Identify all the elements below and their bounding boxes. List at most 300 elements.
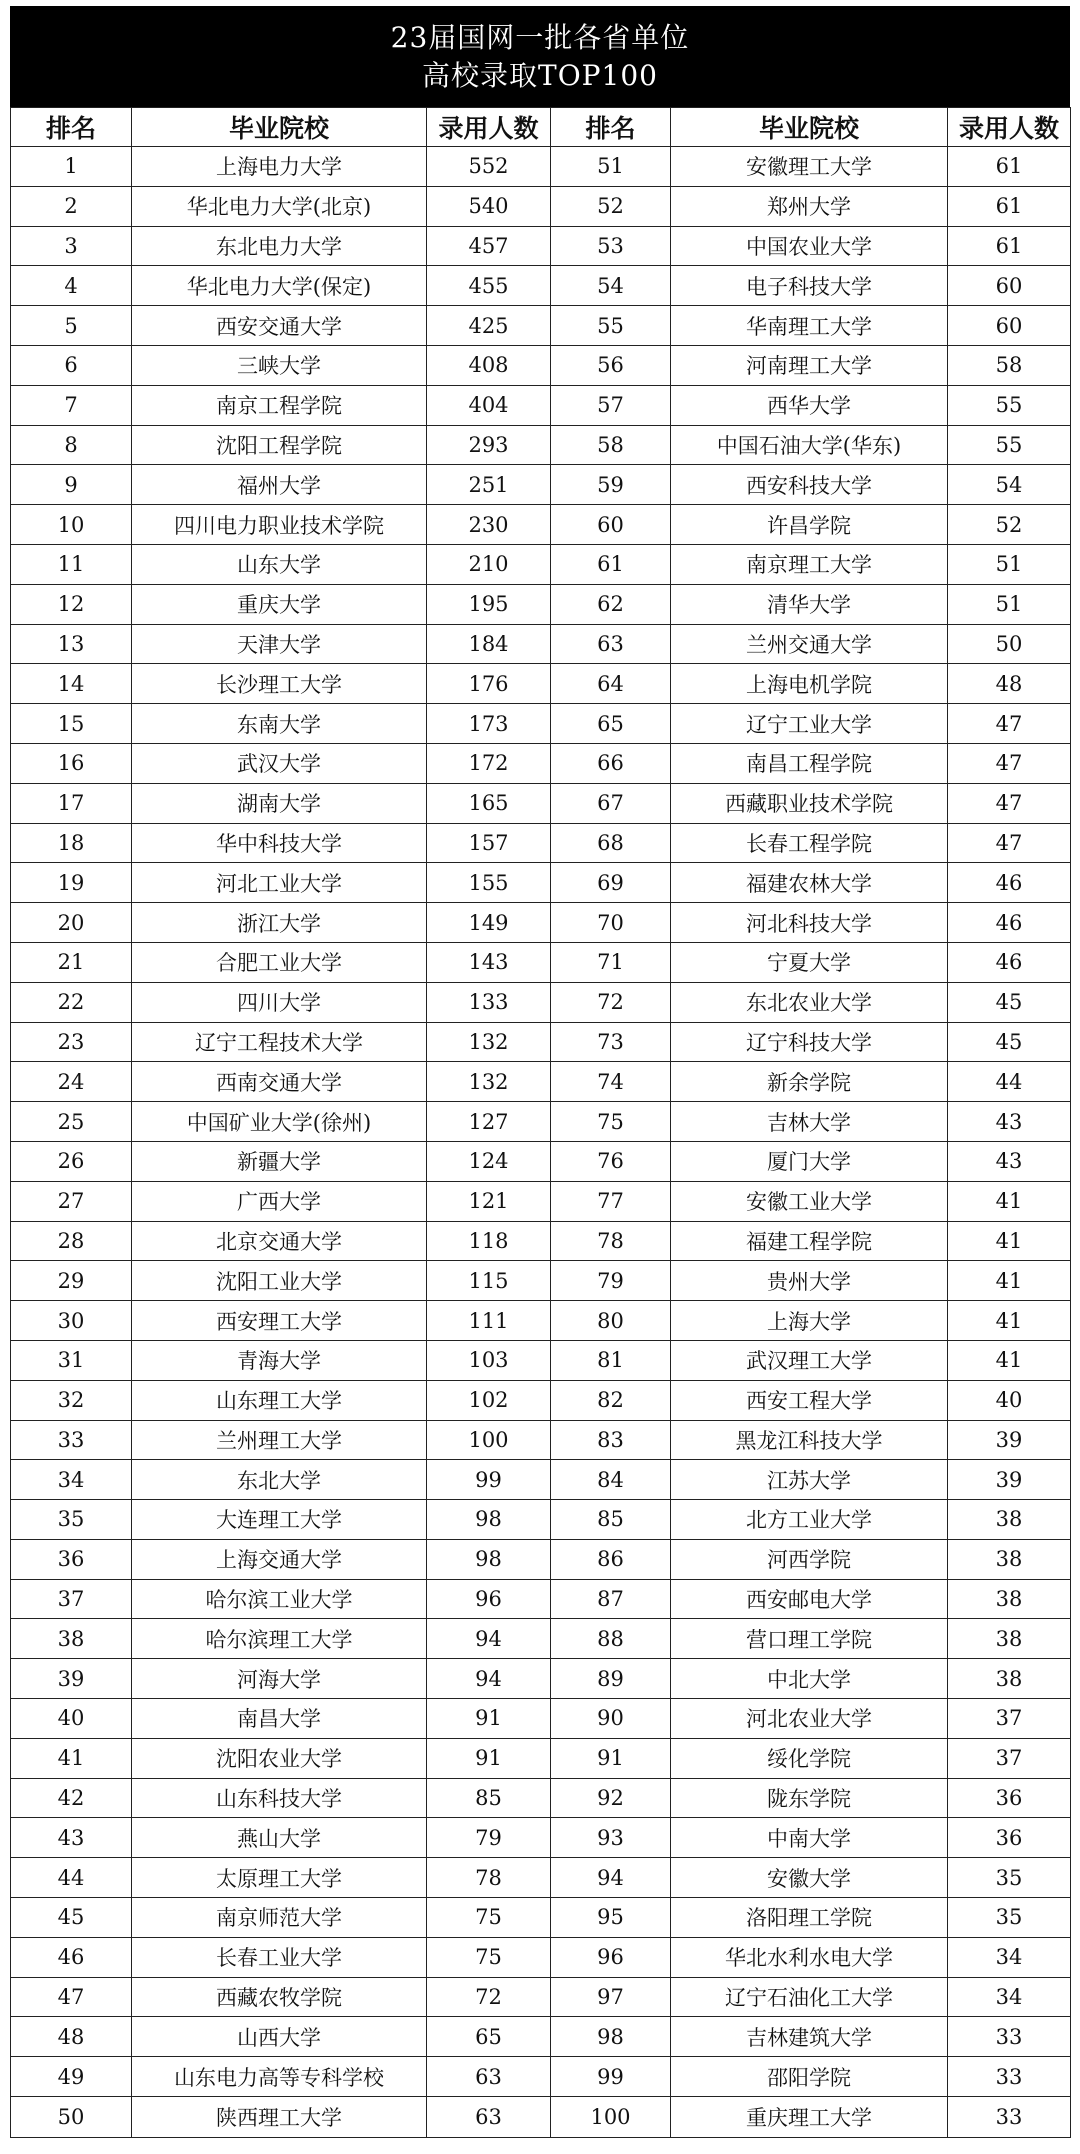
count-cell: 35 (948, 1898, 1071, 1938)
school-cell: 山东电力高等专科学校 (132, 2057, 427, 2097)
school-cell: 兰州交通大学 (671, 624, 948, 664)
school-cell: 华北水利水电大学 (671, 1937, 948, 1977)
count-cell: 46 (948, 863, 1071, 903)
count-cell: 61 (948, 186, 1071, 226)
table-row (11, 1420, 1071, 1460)
table-row (11, 385, 1071, 425)
count-cell: 34 (948, 1977, 1071, 2017)
rank-cell: 62 (551, 584, 671, 624)
rank-cell: 42 (11, 1778, 132, 1818)
school-cell: 邵阳学院 (671, 2057, 948, 2097)
count-cell: 408 (427, 345, 551, 385)
table-row (11, 266, 1071, 306)
school-cell: 吉林建筑大学 (671, 2017, 948, 2057)
col-header-count-left: 录用人数 (427, 108, 551, 147)
count-cell: 37 (948, 1738, 1071, 1778)
count-cell: 51 (948, 544, 1071, 584)
rank-cell: 58 (551, 425, 671, 465)
school-cell: 西安科技大学 (671, 465, 948, 505)
school-cell: 陇东学院 (671, 1778, 948, 1818)
count-cell: 39 (948, 1420, 1071, 1460)
table-row (11, 2017, 1071, 2057)
rank-cell: 56 (551, 345, 671, 385)
rank-cell: 93 (551, 1818, 671, 1858)
table-row (11, 147, 1071, 187)
count-cell: 132 (427, 1062, 551, 1102)
school-cell: 东北农业大学 (671, 982, 948, 1022)
school-cell: 中南大学 (671, 1818, 948, 1858)
count-cell: 36 (948, 1818, 1071, 1858)
rank-cell: 1 (11, 147, 132, 187)
rank-cell: 21 (11, 942, 132, 982)
school-cell: 广西大学 (132, 1181, 427, 1221)
school-cell: 长沙理工大学 (132, 664, 427, 704)
rank-cell: 36 (11, 1539, 132, 1579)
school-cell: 北方工业大学 (671, 1500, 948, 1540)
rank-cell: 52 (551, 186, 671, 226)
count-cell: 118 (427, 1221, 551, 1261)
rank-cell: 57 (551, 385, 671, 425)
count-cell: 65 (427, 2017, 551, 2057)
count-cell: 41 (948, 1181, 1071, 1221)
count-cell: 37 (948, 1699, 1071, 1739)
rank-cell: 7 (11, 385, 132, 425)
count-cell: 75 (427, 1898, 551, 1938)
rank-cell: 38 (11, 1619, 132, 1659)
count-cell: 176 (427, 664, 551, 704)
table-row (11, 2097, 1071, 2138)
count-cell: 425 (427, 306, 551, 346)
school-cell: 西安交通大学 (132, 306, 427, 346)
count-cell: 45 (948, 982, 1071, 1022)
rank-cell: 73 (551, 1022, 671, 1062)
count-cell: 552 (427, 147, 551, 187)
rank-cell: 61 (551, 544, 671, 584)
count-cell: 33 (948, 2097, 1071, 2138)
table-row (11, 942, 1071, 982)
count-cell: 132 (427, 1022, 551, 1062)
rank-cell: 23 (11, 1022, 132, 1062)
table-row (11, 1778, 1071, 1818)
count-cell: 47 (948, 704, 1071, 744)
table-row (11, 743, 1071, 783)
count-cell: 43 (948, 1141, 1071, 1181)
count-cell: 51 (948, 584, 1071, 624)
rank-cell: 44 (11, 1858, 132, 1898)
rank-cell: 17 (11, 783, 132, 823)
rank-cell: 5 (11, 306, 132, 346)
rank-cell: 66 (551, 743, 671, 783)
count-cell: 103 (427, 1340, 551, 1380)
rank-cell: 14 (11, 664, 132, 704)
table-row (11, 1221, 1071, 1261)
rank-cell: 46 (11, 1937, 132, 1977)
rank-cell: 45 (11, 1898, 132, 1938)
rank-cell: 70 (551, 903, 671, 943)
rank-cell: 27 (11, 1181, 132, 1221)
rank-cell: 12 (11, 584, 132, 624)
count-cell: 98 (427, 1500, 551, 1540)
table-row (11, 1659, 1071, 1699)
rank-cell: 18 (11, 823, 132, 863)
rank-cell: 51 (551, 147, 671, 187)
school-cell: 河南理工大学 (671, 345, 948, 385)
title-banner (10, 6, 1070, 107)
school-cell: 营口理工学院 (671, 1619, 948, 1659)
school-cell: 青海大学 (132, 1340, 427, 1380)
school-cell: 华北电力大学(北京) (132, 186, 427, 226)
rank-cell: 99 (551, 2057, 671, 2097)
count-cell: 47 (948, 783, 1071, 823)
school-cell: 许昌学院 (671, 505, 948, 545)
table-row (11, 624, 1071, 664)
school-cell: 上海交通大学 (132, 1539, 427, 1579)
table-row (11, 1261, 1071, 1301)
rank-cell: 11 (11, 544, 132, 584)
count-cell: 58 (948, 345, 1071, 385)
school-cell: 绥化学院 (671, 1738, 948, 1778)
rank-cell: 48 (11, 2017, 132, 2057)
count-cell: 79 (427, 1818, 551, 1858)
count-cell: 39 (948, 1460, 1071, 1500)
school-cell: 河海大学 (132, 1659, 427, 1699)
count-cell: 124 (427, 1141, 551, 1181)
school-cell: 山西大学 (132, 2017, 427, 2057)
count-cell: 47 (948, 823, 1071, 863)
school-cell: 武汉理工大学 (671, 1340, 948, 1380)
school-cell: 沈阳工业大学 (132, 1261, 427, 1301)
rank-cell: 22 (11, 982, 132, 1022)
col-header-rank-right: 排名 (551, 108, 671, 147)
count-cell: 195 (427, 584, 551, 624)
rank-cell: 3 (11, 226, 132, 266)
school-cell: 河北农业大学 (671, 1699, 948, 1739)
school-cell: 辽宁科技大学 (671, 1022, 948, 1062)
count-cell: 41 (948, 1261, 1071, 1301)
count-cell: 41 (948, 1301, 1071, 1341)
count-cell: 47 (948, 743, 1071, 783)
count-cell: 455 (427, 266, 551, 306)
rank-cell: 41 (11, 1738, 132, 1778)
count-cell: 38 (948, 1579, 1071, 1619)
table-row (11, 1579, 1071, 1619)
ranking-table (10, 107, 1071, 2138)
count-cell: 38 (948, 1659, 1071, 1699)
count-cell: 102 (427, 1380, 551, 1420)
count-cell: 94 (427, 1659, 551, 1699)
count-cell: 293 (427, 425, 551, 465)
school-cell: 中北大学 (671, 1659, 948, 1699)
count-cell: 75 (427, 1937, 551, 1977)
rank-cell: 67 (551, 783, 671, 823)
count-cell: 48 (948, 664, 1071, 704)
rank-cell: 74 (551, 1062, 671, 1102)
school-cell: 西安邮电大学 (671, 1579, 948, 1619)
title-line-1: 23届国网一批各省单位 (390, 20, 690, 54)
table-row (11, 903, 1071, 943)
school-cell: 南京理工大学 (671, 544, 948, 584)
school-cell: 武汉大学 (132, 743, 427, 783)
school-cell: 西藏农牧学院 (132, 1977, 427, 2017)
rank-cell: 60 (551, 505, 671, 545)
rank-cell: 53 (551, 226, 671, 266)
school-cell: 合肥工业大学 (132, 942, 427, 982)
table-row (11, 783, 1071, 823)
table-row (11, 1619, 1071, 1659)
count-cell: 94 (427, 1619, 551, 1659)
count-cell: 60 (948, 266, 1071, 306)
table-row (11, 465, 1071, 505)
table-row (11, 1858, 1071, 1898)
rank-cell: 87 (551, 1579, 671, 1619)
count-cell: 63 (427, 2057, 551, 2097)
rank-cell: 49 (11, 2057, 132, 2097)
count-cell: 149 (427, 903, 551, 943)
count-cell: 35 (948, 1858, 1071, 1898)
school-cell: 燕山大学 (132, 1818, 427, 1858)
rank-cell: 40 (11, 1699, 132, 1739)
count-cell: 99 (427, 1460, 551, 1500)
school-cell: 东南大学 (132, 704, 427, 744)
school-cell: 河北科技大学 (671, 903, 948, 943)
count-cell: 96 (427, 1579, 551, 1619)
rank-cell: 98 (551, 2017, 671, 2057)
school-cell: 西藏职业技术学院 (671, 783, 948, 823)
count-cell: 36 (948, 1778, 1071, 1818)
rank-cell: 8 (11, 425, 132, 465)
count-cell: 61 (948, 226, 1071, 266)
rank-cell: 65 (551, 704, 671, 744)
count-cell: 40 (948, 1380, 1071, 1420)
table-row (11, 1062, 1071, 1102)
table-row (11, 1898, 1071, 1938)
rank-cell: 89 (551, 1659, 671, 1699)
table-row (11, 823, 1071, 863)
rank-cell: 47 (11, 1977, 132, 2017)
school-cell: 兰州理工大学 (132, 1420, 427, 1460)
count-cell: 184 (427, 624, 551, 664)
school-cell: 南昌工程学院 (671, 743, 948, 783)
count-cell: 91 (427, 1738, 551, 1778)
school-cell: 沈阳农业大学 (132, 1738, 427, 1778)
school-cell: 山东科技大学 (132, 1778, 427, 1818)
count-cell: 34 (948, 1937, 1071, 1977)
table-row (11, 1818, 1071, 1858)
school-cell: 中国石油大学(华东) (671, 425, 948, 465)
school-cell: 河西学院 (671, 1539, 948, 1579)
table-row (11, 186, 1071, 226)
rank-cell: 29 (11, 1261, 132, 1301)
rank-cell: 59 (551, 465, 671, 505)
school-cell: 浙江大学 (132, 903, 427, 943)
rank-cell: 28 (11, 1221, 132, 1261)
col-header-school-right: 毕业院校 (671, 108, 948, 147)
rank-cell: 25 (11, 1102, 132, 1142)
rank-cell: 24 (11, 1062, 132, 1102)
count-cell: 41 (948, 1340, 1071, 1380)
ranking-sheet (10, 6, 1070, 2138)
rank-cell: 71 (551, 942, 671, 982)
rank-cell: 16 (11, 743, 132, 783)
count-cell: 55 (948, 385, 1071, 425)
count-cell: 45 (948, 1022, 1071, 1062)
rank-cell: 76 (551, 1141, 671, 1181)
rank-cell: 39 (11, 1659, 132, 1699)
school-cell: 江苏大学 (671, 1460, 948, 1500)
rank-cell: 33 (11, 1420, 132, 1460)
school-cell: 北京交通大学 (132, 1221, 427, 1261)
count-cell: 54 (948, 465, 1071, 505)
school-cell: 南京工程学院 (132, 385, 427, 425)
school-cell: 天津大学 (132, 624, 427, 664)
school-cell: 山东大学 (132, 544, 427, 584)
table-row (11, 584, 1071, 624)
table-row (11, 1738, 1071, 1778)
rank-cell: 19 (11, 863, 132, 903)
school-cell: 哈尔滨理工大学 (132, 1619, 427, 1659)
school-cell: 新余学院 (671, 1062, 948, 1102)
count-cell: 111 (427, 1301, 551, 1341)
school-cell: 重庆大学 (132, 584, 427, 624)
rank-cell: 43 (11, 1818, 132, 1858)
rank-cell: 6 (11, 345, 132, 385)
table-row (11, 1022, 1071, 1062)
count-cell: 46 (948, 903, 1071, 943)
rank-cell: 75 (551, 1102, 671, 1142)
rank-cell: 26 (11, 1141, 132, 1181)
rank-cell: 34 (11, 1460, 132, 1500)
table-row (11, 1301, 1071, 1341)
count-cell: 165 (427, 783, 551, 823)
title-line-2: 高校录取TOP100 (422, 58, 658, 92)
table-row (11, 306, 1071, 346)
school-cell: 中国矿业大学(徐州) (132, 1102, 427, 1142)
count-cell: 91 (427, 1699, 551, 1739)
school-cell: 华北电力大学(保定) (132, 266, 427, 306)
count-cell: 52 (948, 505, 1071, 545)
rank-cell: 80 (551, 1301, 671, 1341)
count-cell: 60 (948, 306, 1071, 346)
count-cell: 63 (427, 2097, 551, 2138)
rank-cell: 63 (551, 624, 671, 664)
rank-cell: 54 (551, 266, 671, 306)
school-cell: 华中科技大学 (132, 823, 427, 863)
rank-cell: 83 (551, 1420, 671, 1460)
rank-cell: 68 (551, 823, 671, 863)
table-row (11, 1977, 1071, 2017)
rank-cell: 72 (551, 982, 671, 1022)
rank-cell: 92 (551, 1778, 671, 1818)
school-cell: 哈尔滨工业大学 (132, 1579, 427, 1619)
count-cell: 43 (948, 1102, 1071, 1142)
count-cell: 173 (427, 704, 551, 744)
school-cell: 东北大学 (132, 1460, 427, 1500)
rank-cell: 69 (551, 863, 671, 903)
school-cell: 四川大学 (132, 982, 427, 1022)
school-cell: 上海电机学院 (671, 664, 948, 704)
school-cell: 河北工业大学 (132, 863, 427, 903)
school-cell: 安徽大学 (671, 1858, 948, 1898)
school-cell: 福建工程学院 (671, 1221, 948, 1261)
table-row (11, 982, 1071, 1022)
school-cell: 上海大学 (671, 1301, 948, 1341)
count-cell: 98 (427, 1539, 551, 1579)
rank-cell: 85 (551, 1500, 671, 1540)
count-cell: 38 (948, 1500, 1071, 1540)
table-row (11, 226, 1071, 266)
school-cell: 西安理工大学 (132, 1301, 427, 1341)
header-row (11, 108, 1071, 147)
school-cell: 辽宁工业大学 (671, 704, 948, 744)
rank-cell: 2 (11, 186, 132, 226)
school-cell: 新疆大学 (132, 1141, 427, 1181)
school-cell: 沈阳工程学院 (132, 425, 427, 465)
table-row (11, 704, 1071, 744)
count-cell: 133 (427, 982, 551, 1022)
count-cell: 230 (427, 505, 551, 545)
school-cell: 宁夏大学 (671, 942, 948, 982)
school-cell: 西南交通大学 (132, 1062, 427, 1102)
count-cell: 143 (427, 942, 551, 982)
rank-cell: 78 (551, 1221, 671, 1261)
col-header-school-left: 毕业院校 (132, 108, 427, 147)
rank-cell: 81 (551, 1340, 671, 1380)
count-cell: 38 (948, 1539, 1071, 1579)
rank-cell: 82 (551, 1380, 671, 1420)
count-cell: 457 (427, 226, 551, 266)
table-row (11, 1141, 1071, 1181)
rank-cell: 35 (11, 1500, 132, 1540)
rank-cell: 95 (551, 1898, 671, 1938)
school-cell: 三峡大学 (132, 345, 427, 385)
school-cell: 辽宁石油化工大学 (671, 1977, 948, 2017)
table-row (11, 544, 1071, 584)
rank-cell: 13 (11, 624, 132, 664)
school-cell: 厦门大学 (671, 1141, 948, 1181)
rank-cell: 84 (551, 1460, 671, 1500)
count-cell: 172 (427, 743, 551, 783)
count-cell: 55 (948, 425, 1071, 465)
school-cell: 郑州大学 (671, 186, 948, 226)
school-cell: 吉林大学 (671, 1102, 948, 1142)
rank-cell: 77 (551, 1181, 671, 1221)
count-cell: 210 (427, 544, 551, 584)
table-row (11, 345, 1071, 385)
count-cell: 115 (427, 1261, 551, 1301)
school-cell: 中国农业大学 (671, 226, 948, 266)
school-cell: 华南理工大学 (671, 306, 948, 346)
school-cell: 四川电力职业技术学院 (132, 505, 427, 545)
col-header-rank-left: 排名 (11, 108, 132, 147)
count-cell: 85 (427, 1778, 551, 1818)
rank-cell: 55 (551, 306, 671, 346)
rank-cell: 94 (551, 1858, 671, 1898)
count-cell: 38 (948, 1619, 1071, 1659)
rank-cell: 50 (11, 2097, 132, 2138)
count-cell: 404 (427, 385, 551, 425)
rank-cell: 88 (551, 1619, 671, 1659)
rank-cell: 4 (11, 266, 132, 306)
school-cell: 大连理工大学 (132, 1500, 427, 1540)
count-cell: 33 (948, 2017, 1071, 2057)
count-cell: 127 (427, 1102, 551, 1142)
school-cell: 辽宁工程技术大学 (132, 1022, 427, 1062)
school-cell: 福建农林大学 (671, 863, 948, 903)
school-cell: 安徽工业大学 (671, 1181, 948, 1221)
count-cell: 100 (427, 1420, 551, 1460)
school-cell: 西华大学 (671, 385, 948, 425)
school-cell: 福州大学 (132, 465, 427, 505)
